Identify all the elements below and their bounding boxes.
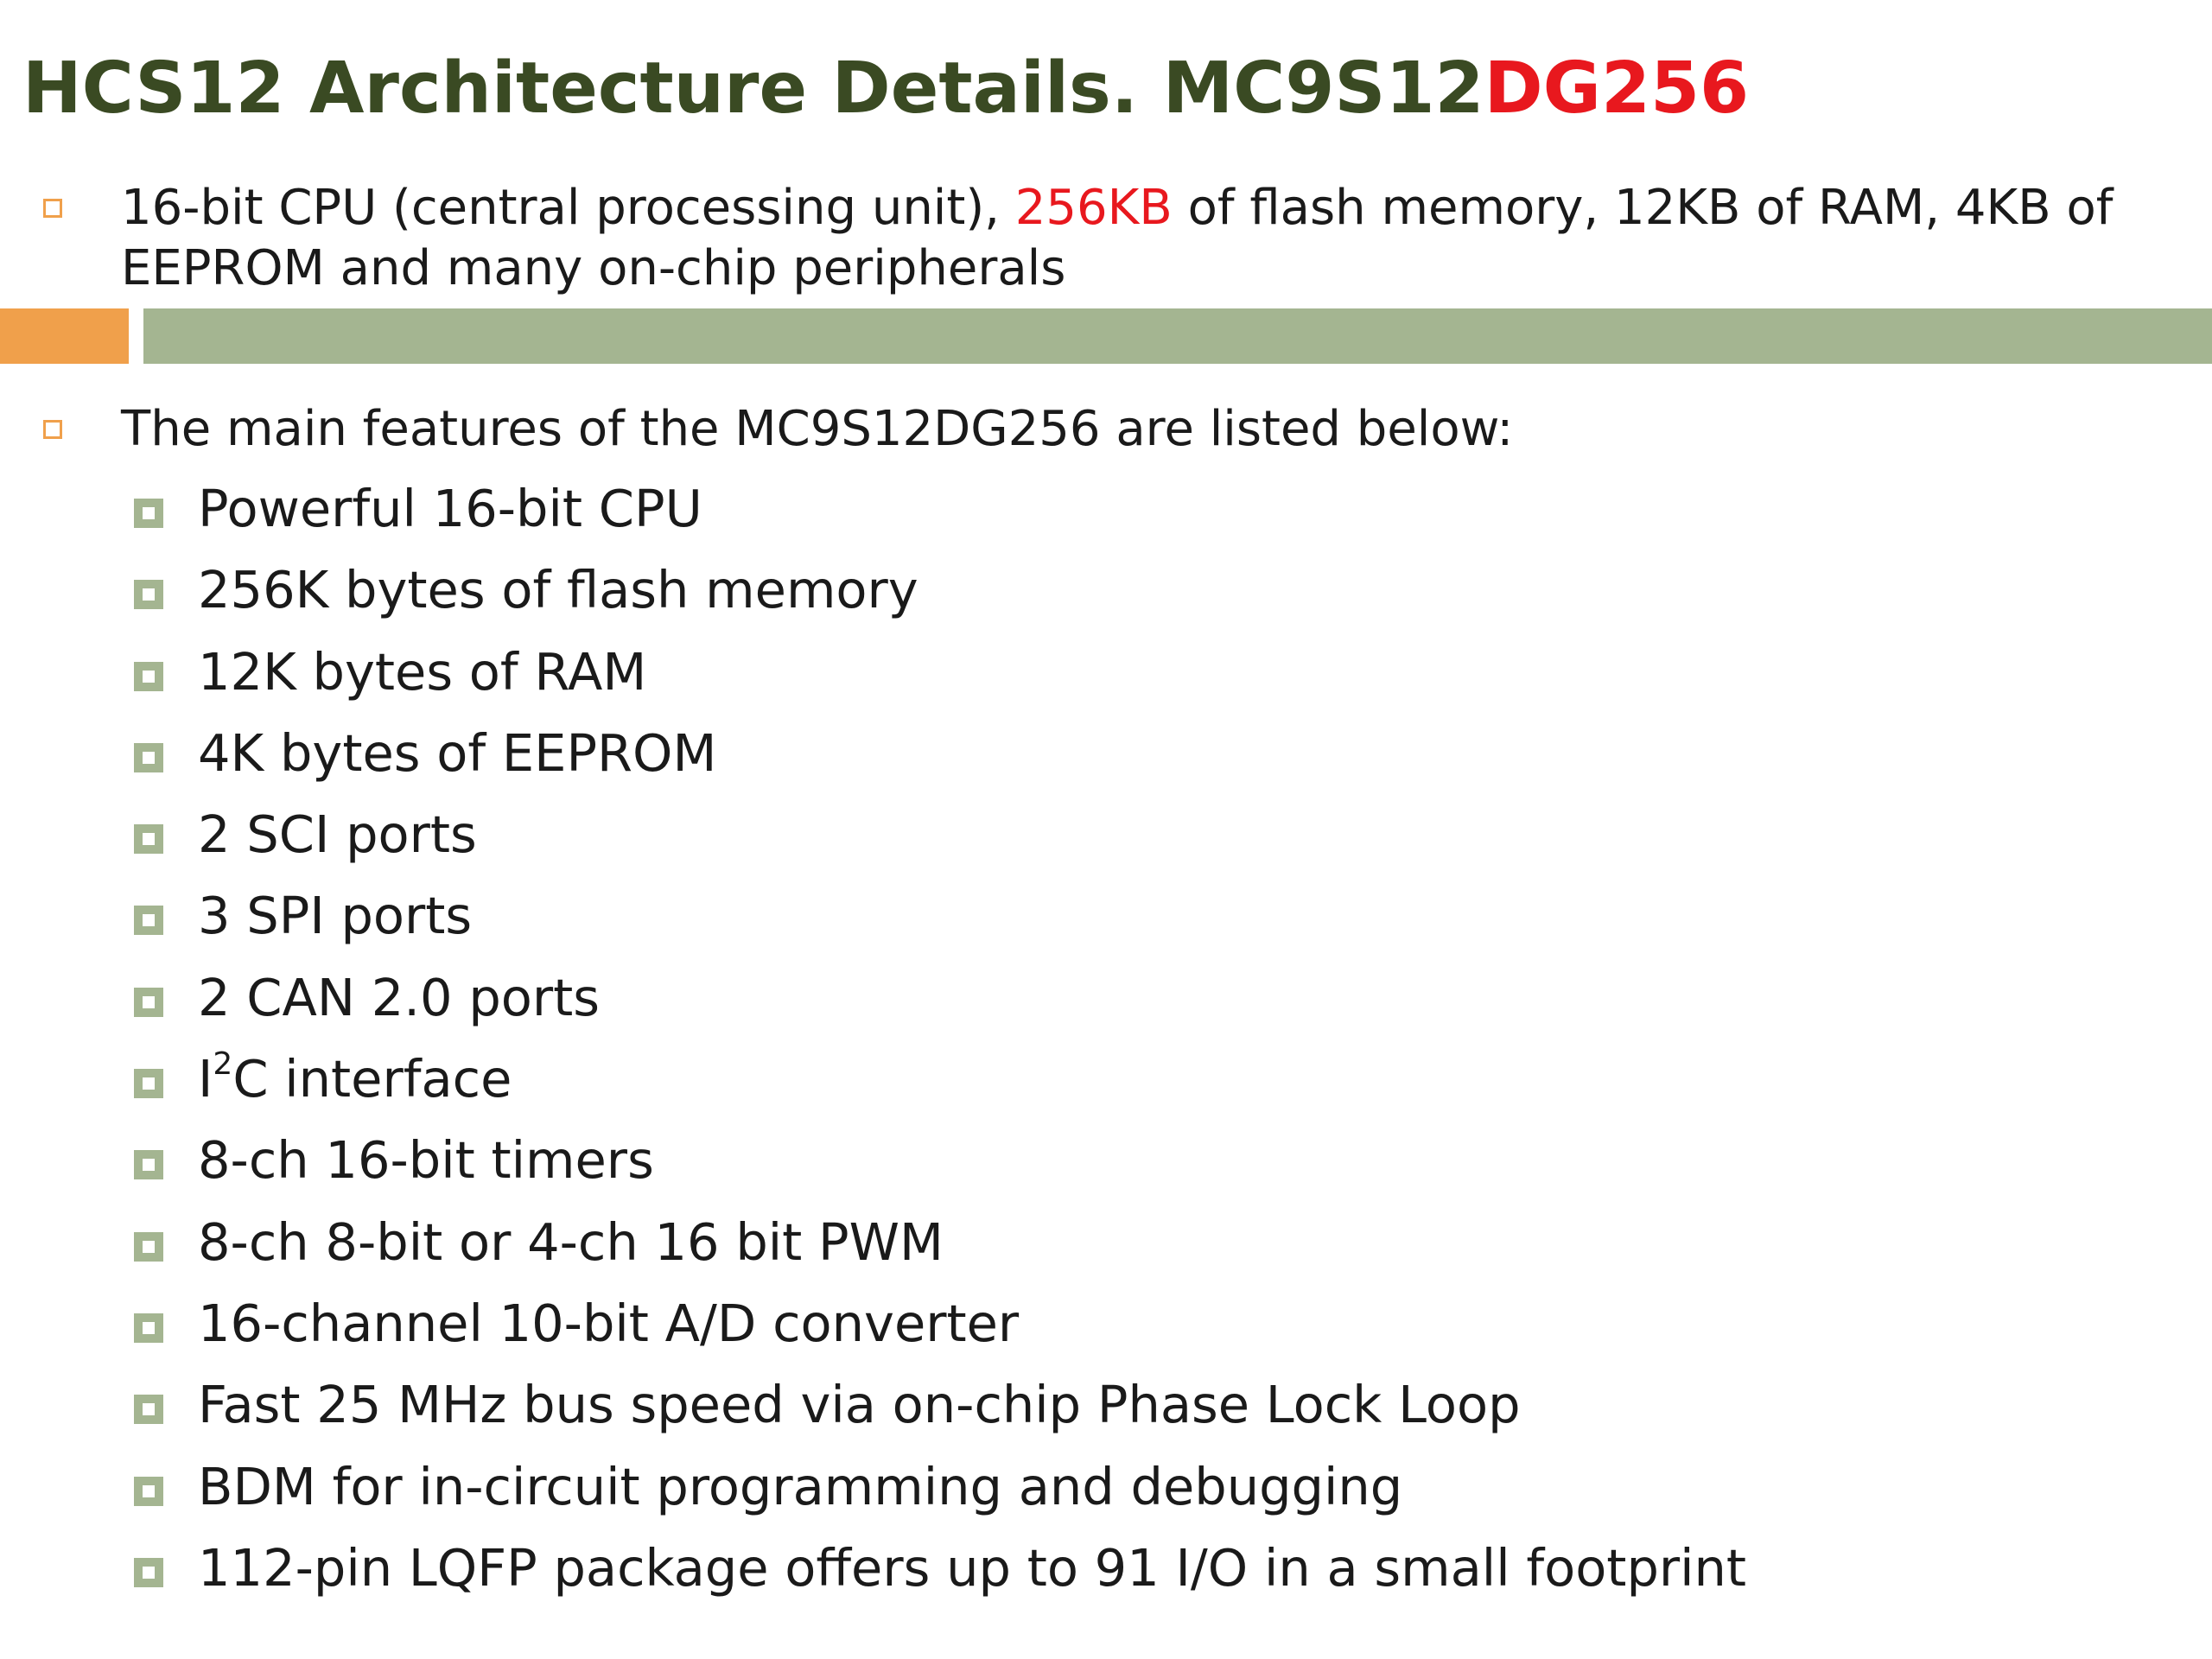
- title-main: HCS12 Architecture Details. MC9S12: [22, 48, 1484, 130]
- square-bullet-icon: [134, 1313, 163, 1343]
- feature-label: 4K bytes of EEPROM: [198, 722, 717, 783]
- i2c-letter: I: [198, 1049, 213, 1109]
- slide-title: [22, 50, 1749, 128]
- feature-label: 16-channel 10-bit A/D converter: [198, 1293, 1020, 1353]
- intro-text-highlight: 256KB: [1014, 180, 1173, 236]
- square-bullet-icon: [134, 1395, 163, 1424]
- feature-label: BDM for in-circuit programming and debugging: [198, 1456, 1403, 1516]
- i2c-superscript: 2: [213, 1046, 233, 1083]
- square-bullet-icon: [134, 499, 163, 528]
- feature-label: Powerful 16-bit CPU: [198, 479, 702, 538]
- feature-label: 8-ch 8-bit or 4-ch 16 bit PWM: [198, 1211, 944, 1272]
- square-bullet-icon: [134, 1232, 163, 1262]
- title-accent: DG256: [1484, 48, 1750, 130]
- feature-label-i2c: [198, 1046, 512, 1109]
- square-bullet-icon: [134, 1150, 163, 1179]
- feature-label: 3 SPI ports: [198, 886, 473, 946]
- features-heading: The main features of the MC9S12DG256 are listed below:: [121, 401, 1514, 457]
- divider-bar-green: [143, 308, 2212, 364]
- feature-label: 2 SCI ports: [198, 804, 477, 865]
- divider-bar-orange: [0, 308, 129, 364]
- square-bullet-icon: [134, 906, 163, 935]
- square-bullet-icon: [134, 1558, 163, 1587]
- feature-label: 112-pin LQFP package offers up to 91 I/O in a small footprint: [198, 1537, 1747, 1598]
- square-bullet-icon: [134, 1477, 163, 1506]
- intro-text-part2: of flash memory, 12KB of RAM, 4KB of EEPROM and many on-chip peripherals: [121, 180, 2113, 296]
- square-bullet-icon: [43, 199, 62, 218]
- feature-label: Fast 25 MHz bus speed via on-chip Phase Lock Loop: [198, 1375, 1521, 1435]
- feature-label: 12K bytes of RAM: [198, 641, 647, 702]
- square-bullet-icon: [134, 662, 163, 691]
- square-bullet-icon: [134, 824, 163, 854]
- feature-label: 8-ch 16-bit timers: [198, 1130, 654, 1191]
- square-bullet-icon: [134, 988, 163, 1017]
- square-bullet-icon: [134, 1069, 163, 1098]
- square-bullet-icon: [134, 743, 163, 772]
- feature-label: 2 CAN 2.0 ports: [198, 967, 600, 1027]
- square-bullet-icon: [134, 580, 163, 609]
- square-bullet-icon: [43, 420, 62, 439]
- i2c-rest: C interface: [232, 1049, 512, 1109]
- intro-bullet-text: [121, 178, 2169, 299]
- features-heading-bullet: [43, 399, 2169, 460]
- feature-label: 256K bytes of flash memory: [198, 560, 918, 620]
- intro-text-part1: 16-bit CPU (central processing unit),: [121, 180, 1015, 236]
- intro-bullet: [43, 178, 2169, 299]
